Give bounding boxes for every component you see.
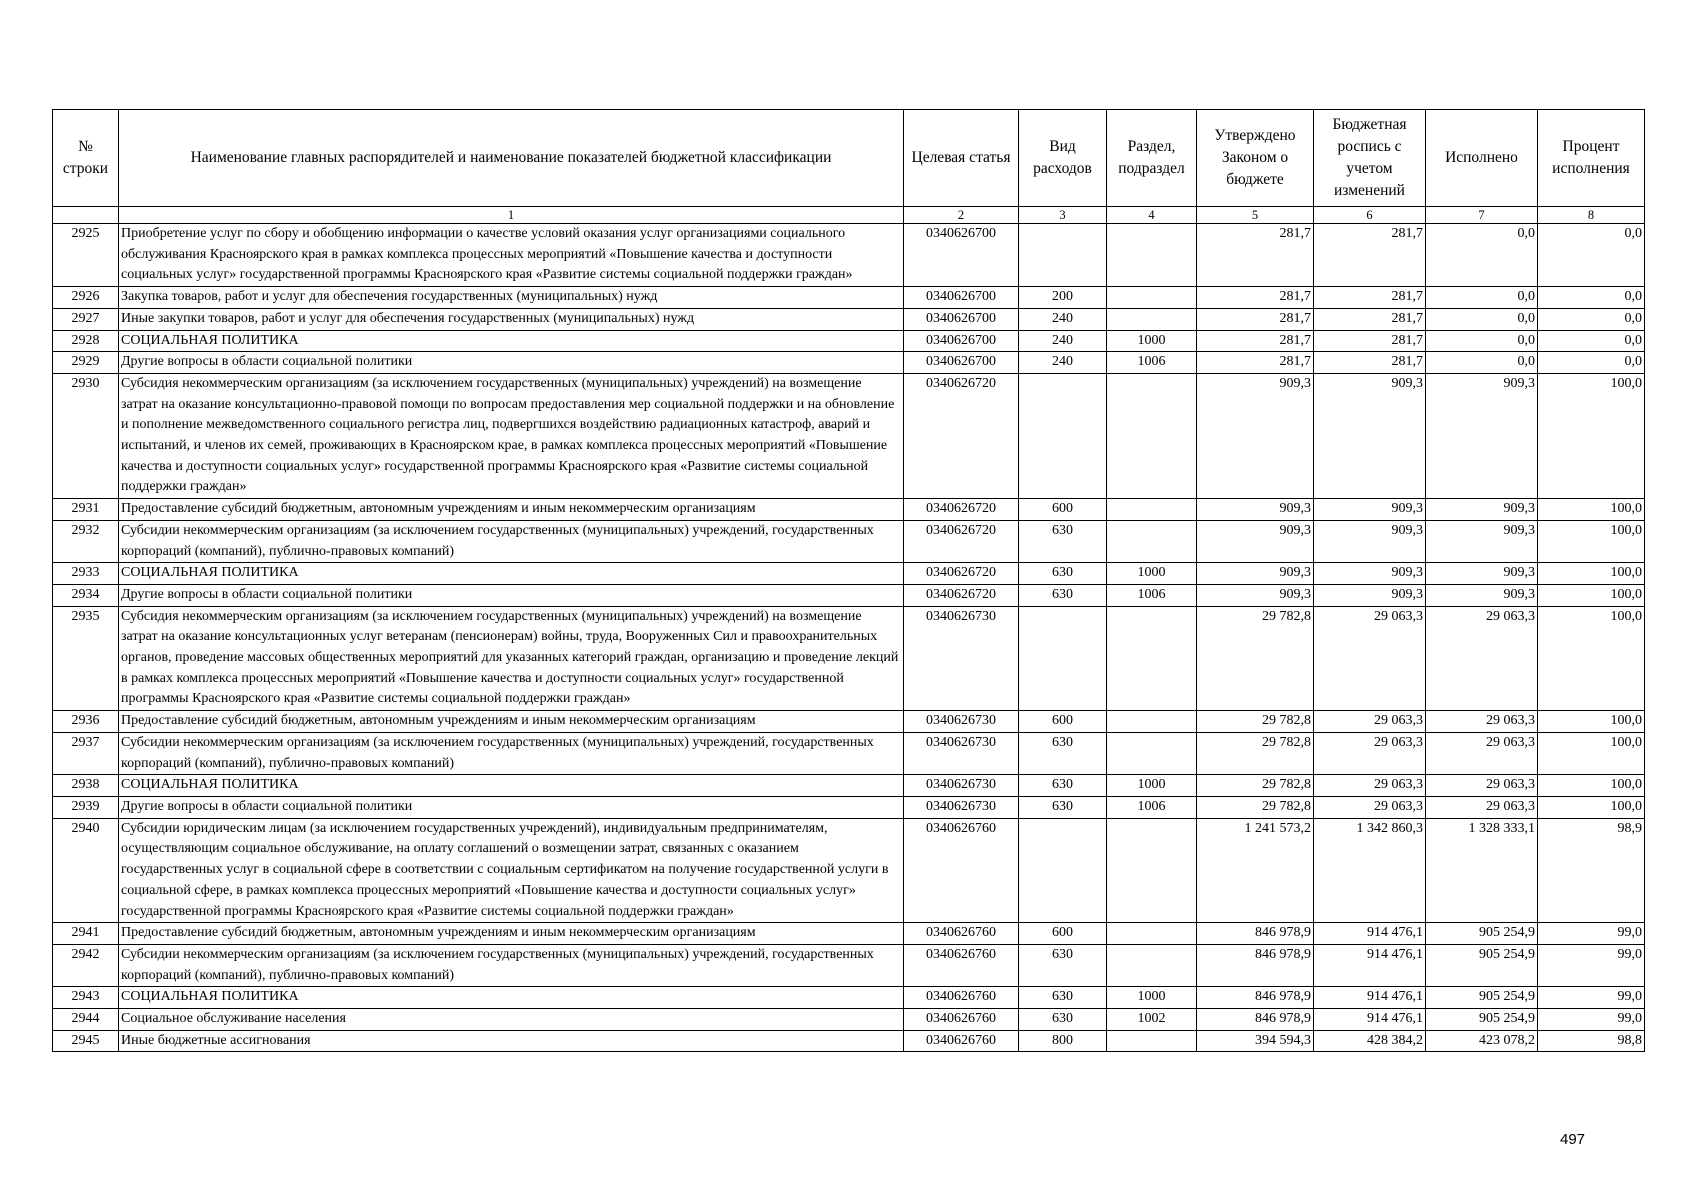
cell-name: Предоставление субсидий бюджетным, автономным учреждениям и иным некоммерческим организациям [119,711,904,733]
cell-approved: 281,7 [1197,224,1314,287]
column-number: 7 [1426,207,1538,224]
cell-target-article: 0340626720 [904,584,1019,606]
cell-expense-type [1019,818,1107,923]
cell-row-number: 2932 [53,520,119,562]
cell-executed: 909,3 [1426,520,1538,562]
cell-section: 1006 [1107,796,1197,818]
header-percent: Процент исполнения [1538,110,1645,207]
cell-row-number: 2934 [53,584,119,606]
cell-name: Другие вопросы в области социальной политики [119,584,904,606]
column-number: 3 [1019,207,1107,224]
cell-section: 1000 [1107,330,1197,352]
cell-target-article: 0340626730 [904,796,1019,818]
table-row [53,1030,1645,1052]
cell-budget-schedule: 29 063,3 [1314,775,1426,797]
cell-percent: 99,0 [1538,923,1645,945]
cell-section [1107,287,1197,309]
cell-expense-type: 600 [1019,923,1107,945]
cell-percent: 0,0 [1538,224,1645,287]
cell-budget-schedule: 914 476,1 [1314,1009,1426,1031]
table-row [53,563,1645,585]
cell-percent: 100,0 [1538,520,1645,562]
cell-row-number: 2929 [53,352,119,374]
cell-name: Иные бюджетные ассигнования [119,1030,904,1052]
cell-approved: 909,3 [1197,584,1314,606]
cell-percent: 100,0 [1538,373,1645,498]
cell-executed: 905 254,9 [1426,923,1538,945]
cell-section [1107,499,1197,521]
page-number: 497 [1560,1131,1586,1148]
cell-executed: 0,0 [1426,287,1538,309]
cell-expense-type: 630 [1019,563,1107,585]
cell-row-number: 2940 [53,818,119,923]
cell-percent: 100,0 [1538,499,1645,521]
cell-approved: 909,3 [1197,563,1314,585]
table-row [53,499,1645,521]
cell-row-number: 2936 [53,711,119,733]
cell-name: Социальное обслуживание населения [119,1009,904,1031]
cell-approved: 846 978,9 [1197,1009,1314,1031]
cell-name: СОЦИАЛЬНАЯ ПОЛИТИКА [119,987,904,1009]
cell-approved: 846 978,9 [1197,987,1314,1009]
cell-target-article: 0340626730 [904,732,1019,774]
cell-approved: 29 782,8 [1197,711,1314,733]
cell-executed: 0,0 [1426,224,1538,287]
cell-percent: 100,0 [1538,796,1645,818]
cell-name: Предоставление субсидий бюджетным, автономным учреждениям и иным некоммерческим организациям [119,923,904,945]
cell-executed: 909,3 [1426,499,1538,521]
header-section: Раздел, подраздел [1107,110,1197,207]
cell-expense-type: 630 [1019,520,1107,562]
cell-target-article: 0340626720 [904,520,1019,562]
cell-budget-schedule: 909,3 [1314,499,1426,521]
cell-name: Предоставление субсидий бюджетным, автономным учреждениям и иным некоммерческим организациям [119,499,904,521]
cell-approved: 909,3 [1197,499,1314,521]
cell-expense-type: 630 [1019,584,1107,606]
cell-expense-type: 630 [1019,987,1107,1009]
cell-executed: 29 063,3 [1426,732,1538,774]
cell-name: Субсидии некоммерческим организациям (за исключением государственных (муниципальных) учреждений, государственных корпораций (компаний), публично-правовых компаний) [119,520,904,562]
cell-percent: 99,0 [1538,944,1645,986]
cell-budget-schedule: 281,7 [1314,352,1426,374]
cell-expense-type [1019,606,1107,711]
cell-budget-schedule: 914 476,1 [1314,923,1426,945]
cell-expense-type: 240 [1019,352,1107,374]
table-row [53,732,1645,774]
column-number: 1 [119,207,904,224]
cell-percent: 0,0 [1538,330,1645,352]
column-number: 5 [1197,207,1314,224]
cell-executed: 29 063,3 [1426,606,1538,711]
cell-executed: 909,3 [1426,563,1538,585]
cell-executed: 423 078,2 [1426,1030,1538,1052]
header-approved: Утверждено Законом о бюджете [1197,110,1314,207]
column-number: 8 [1538,207,1645,224]
cell-name: Субсидия некоммерческим организациям (за исключением государственных (муниципальных) учреждений) на возмещение затрат на оказание консультационных услуг ветеранам (пенсионерам) войны, труда, Вооруженных Сил и правоохранительных органов, проведение массовых общественных мероприятий для указанных категорий граждан, организацию и проведение лекций в рамках комплекса процессных мероприятий «Повышение качества и доступности социальных услуг» государственной программы Красноярского края «Развитие системы социальной поддержки граждан» [119,606,904,711]
table-row [53,775,1645,797]
cell-row-number: 2942 [53,944,119,986]
cell-section [1107,711,1197,733]
cell-row-number: 2944 [53,1009,119,1031]
cell-name: СОЦИАЛЬНАЯ ПОЛИТИКА [119,330,904,352]
table-row [53,308,1645,330]
cell-target-article: 0340626700 [904,352,1019,374]
cell-section [1107,308,1197,330]
cell-approved: 281,7 [1197,352,1314,374]
cell-section [1107,944,1197,986]
cell-name: Приобретение услуг по сбору и обобщению информации о качестве условий оказания услуг организациями социального обслуживания Красноярского края в рамках комплекса процессных мероприятий «Повышение качества и доступности социальных услуг» государственной программы Красноярского края «Развитие системы социальной поддержки граждан» [119,224,904,287]
cell-executed: 29 063,3 [1426,711,1538,733]
cell-expense-type: 630 [1019,775,1107,797]
cell-row-number: 2930 [53,373,119,498]
cell-expense-type: 630 [1019,944,1107,986]
cell-executed: 29 063,3 [1426,775,1538,797]
cell-target-article: 0340626700 [904,308,1019,330]
cell-name: Другие вопросы в области социальной политики [119,352,904,374]
cell-expense-type: 600 [1019,711,1107,733]
cell-target-article: 0340626720 [904,563,1019,585]
cell-expense-type: 240 [1019,330,1107,352]
table-row [53,923,1645,945]
header-expense-type: Вид расходов [1019,110,1107,207]
cell-executed: 0,0 [1426,330,1538,352]
cell-row-number: 2937 [53,732,119,774]
cell-approved: 1 241 573,2 [1197,818,1314,923]
table-row [53,606,1645,711]
cell-target-article: 0340626730 [904,775,1019,797]
cell-budget-schedule: 909,3 [1314,584,1426,606]
cell-approved: 29 782,8 [1197,606,1314,711]
table-row [53,1009,1645,1031]
cell-target-article: 0340626730 [904,711,1019,733]
cell-section [1107,606,1197,711]
table-row [53,352,1645,374]
cell-name: Другие вопросы в области социальной политики [119,796,904,818]
cell-row-number: 2931 [53,499,119,521]
table-row [53,818,1645,923]
cell-target-article: 0340626730 [904,606,1019,711]
cell-executed: 905 254,9 [1426,944,1538,986]
cell-percent: 99,0 [1538,987,1645,1009]
cell-approved: 281,7 [1197,330,1314,352]
cell-percent: 0,0 [1538,287,1645,309]
cell-section [1107,520,1197,562]
cell-budget-schedule: 29 063,3 [1314,796,1426,818]
table-header-row [53,110,1645,207]
cell-percent: 99,0 [1538,1009,1645,1031]
cell-section: 1000 [1107,987,1197,1009]
budget-table [52,109,1645,1052]
cell-target-article: 0340626760 [904,923,1019,945]
cell-target-article: 0340626720 [904,499,1019,521]
cell-approved: 909,3 [1197,373,1314,498]
table-row [53,287,1645,309]
cell-executed: 905 254,9 [1426,987,1538,1009]
cell-target-article: 0340626700 [904,224,1019,287]
cell-section [1107,373,1197,498]
cell-target-article: 0340626760 [904,1009,1019,1031]
cell-budget-schedule: 29 063,3 [1314,732,1426,774]
cell-budget-schedule: 29 063,3 [1314,606,1426,711]
header-target-article: Целевая статья [904,110,1019,207]
table-row [53,330,1645,352]
cell-expense-type: 240 [1019,308,1107,330]
cell-expense-type: 200 [1019,287,1107,309]
cell-section: 1002 [1107,1009,1197,1031]
budget-table-container [52,109,1644,1052]
cell-percent: 100,0 [1538,732,1645,774]
cell-row-number: 2927 [53,308,119,330]
cell-executed: 909,3 [1426,584,1538,606]
cell-row-number: 2943 [53,987,119,1009]
cell-budget-schedule: 909,3 [1314,520,1426,562]
cell-target-article: 0340626700 [904,330,1019,352]
column-number: 4 [1107,207,1197,224]
cell-budget-schedule: 914 476,1 [1314,987,1426,1009]
cell-target-article: 0340626760 [904,987,1019,1009]
cell-target-article: 0340626720 [904,373,1019,498]
header-executed: Исполнено [1426,110,1538,207]
cell-name: Иные закупки товаров, работ и услуг для обеспечения государственных (муниципальных) нужд [119,308,904,330]
cell-name: Субсидии юридическим лицам (за исключением государственных учреждений), индивидуальным предпринимателям, осуществляющим социальное обслуживание, на оплату соглашений о возмещении затрат, связанных с оказанием государственных услуг в социальной сфере в соответствии с социальным сертификатом на получение государственной услуги в социальной сфере, в рамках комплекса процессных мероприятий «Повышение качества и доступности социальных услуг» государственной программы Красноярского края «Развитие системы социальной поддержки граждан» [119,818,904,923]
cell-section [1107,1030,1197,1052]
cell-percent: 100,0 [1538,775,1645,797]
cell-target-article: 0340626700 [904,287,1019,309]
cell-row-number: 2941 [53,923,119,945]
cell-name: СОЦИАЛЬНАЯ ПОЛИТИКА [119,775,904,797]
cell-budget-schedule: 909,3 [1314,373,1426,498]
cell-executed: 909,3 [1426,373,1538,498]
cell-section: 1006 [1107,352,1197,374]
cell-section: 1006 [1107,584,1197,606]
cell-section [1107,923,1197,945]
column-number: 6 [1314,207,1426,224]
header-budget-schedule: Бюджетная роспись с учетом изменений [1314,110,1426,207]
cell-name: Закупка товаров, работ и услуг для обеспечения государственных (муниципальных) нужд [119,287,904,309]
column-number-row [53,207,1645,224]
cell-approved: 909,3 [1197,520,1314,562]
table-row [53,373,1645,498]
cell-name: Субсидии некоммерческим организациям (за исключением государственных (муниципальных) учреждений, государственных корпораций (компаний), публично-правовых компаний) [119,944,904,986]
cell-approved: 29 782,8 [1197,796,1314,818]
cell-section: 1000 [1107,775,1197,797]
cell-percent: 98,9 [1538,818,1645,923]
header-row-number: № строки [53,110,119,207]
cell-expense-type [1019,224,1107,287]
column-number: 2 [904,207,1019,224]
table-row [53,796,1645,818]
cell-budget-schedule: 428 384,2 [1314,1030,1426,1052]
cell-row-number: 2925 [53,224,119,287]
cell-approved: 29 782,8 [1197,775,1314,797]
cell-budget-schedule: 1 342 860,3 [1314,818,1426,923]
cell-section [1107,224,1197,287]
cell-executed: 905 254,9 [1426,1009,1538,1031]
cell-row-number: 2939 [53,796,119,818]
cell-budget-schedule: 281,7 [1314,330,1426,352]
cell-target-article: 0340626760 [904,818,1019,923]
table-row [53,520,1645,562]
cell-section: 1000 [1107,563,1197,585]
cell-budget-schedule: 914 476,1 [1314,944,1426,986]
cell-percent: 100,0 [1538,606,1645,711]
cell-approved: 281,7 [1197,308,1314,330]
cell-row-number: 2935 [53,606,119,711]
table-body [53,224,1645,1052]
cell-expense-type: 630 [1019,1009,1107,1031]
cell-name: СОЦИАЛЬНАЯ ПОЛИТИКА [119,563,904,585]
cell-row-number: 2945 [53,1030,119,1052]
cell-row-number: 2933 [53,563,119,585]
cell-percent: 98,8 [1538,1030,1645,1052]
cell-name: Субсидия некоммерческим организациям (за исключением государственных (муниципальных) учреждений) на возмещение затрат на оказание консультационно-правовой помощи по вопросам предоставления мер социальной поддержки и на обновление и пополнение межведомственного социального регистра лиц, подвергшихся воздействию радиационных катастроф, аварий и испытаний, и членов их семей, проживающих в Красноярском крае, в рамках комплекса процессных мероприятий «Повышение качества и доступности социальных услуг» государственной программы Красноярского края «Развитие системы социальной поддержки граждан» [119,373,904,498]
column-number-blank [53,207,119,224]
cell-expense-type: 630 [1019,796,1107,818]
cell-percent: 100,0 [1538,584,1645,606]
table-row [53,711,1645,733]
table-row [53,224,1645,287]
cell-executed: 0,0 [1426,352,1538,374]
cell-row-number: 2926 [53,287,119,309]
cell-section [1107,818,1197,923]
cell-expense-type: 630 [1019,732,1107,774]
cell-budget-schedule: 29 063,3 [1314,711,1426,733]
cell-approved: 281,7 [1197,287,1314,309]
cell-percent: 0,0 [1538,352,1645,374]
cell-budget-schedule: 281,7 [1314,308,1426,330]
table-row [53,584,1645,606]
header-name: Наименование главных распорядителей и наименование показателей бюджетной классификации [119,110,904,207]
cell-executed: 1 328 333,1 [1426,818,1538,923]
cell-expense-type [1019,373,1107,498]
table-row [53,944,1645,986]
cell-executed: 0,0 [1426,308,1538,330]
cell-approved: 846 978,9 [1197,923,1314,945]
cell-row-number: 2928 [53,330,119,352]
cell-section [1107,732,1197,774]
cell-approved: 846 978,9 [1197,944,1314,986]
cell-executed: 29 063,3 [1426,796,1538,818]
cell-expense-type: 600 [1019,499,1107,521]
cell-budget-schedule: 281,7 [1314,224,1426,287]
cell-row-number: 2938 [53,775,119,797]
table-row [53,987,1645,1009]
cell-budget-schedule: 909,3 [1314,563,1426,585]
cell-target-article: 0340626760 [904,944,1019,986]
cell-budget-schedule: 281,7 [1314,287,1426,309]
cell-target-article: 0340626760 [904,1030,1019,1052]
cell-name: Субсидии некоммерческим организациям (за исключением государственных (муниципальных) учреждений, государственных корпораций (компаний), публично-правовых компаний) [119,732,904,774]
cell-expense-type: 800 [1019,1030,1107,1052]
cell-percent: 100,0 [1538,563,1645,585]
cell-percent: 100,0 [1538,711,1645,733]
cell-approved: 29 782,8 [1197,732,1314,774]
cell-approved: 394 594,3 [1197,1030,1314,1052]
cell-percent: 0,0 [1538,308,1645,330]
